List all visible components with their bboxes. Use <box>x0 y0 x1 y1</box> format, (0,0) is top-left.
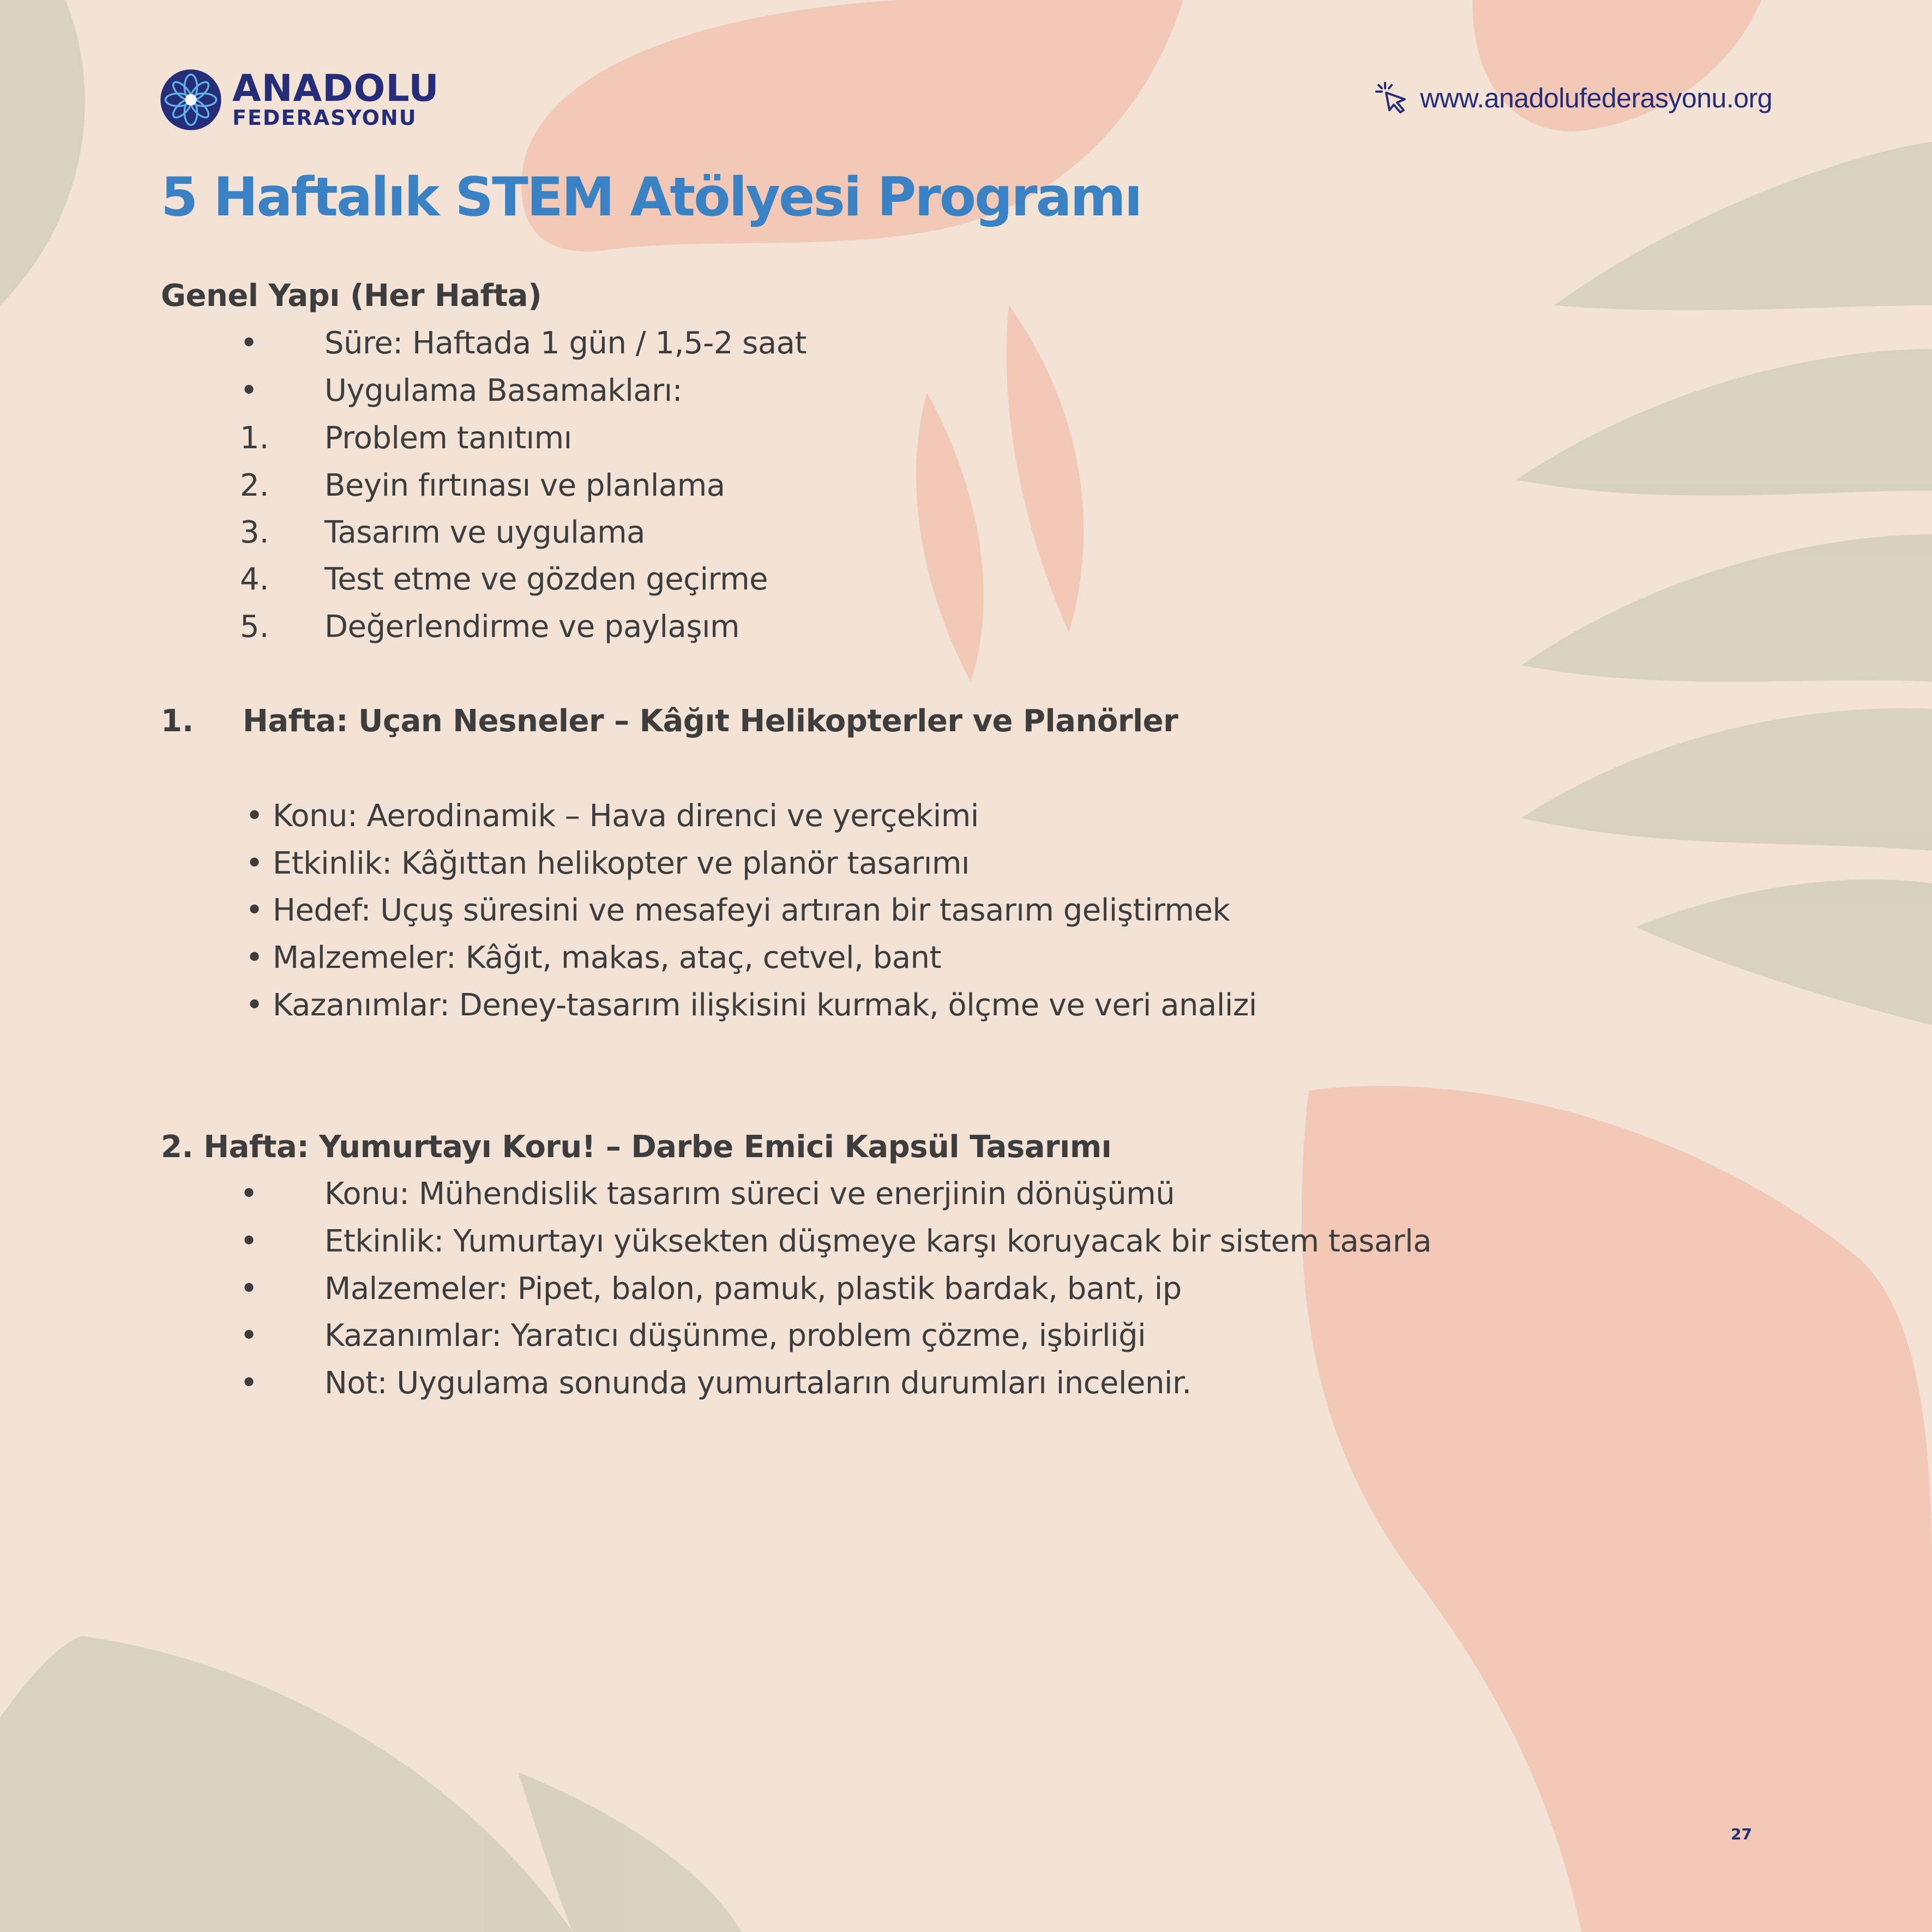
week1-number: 1. <box>161 703 194 739</box>
general-item: Değerlendirme ve paylaşım <box>324 609 740 645</box>
general-item: Uygulama Basamakları: <box>324 373 683 408</box>
general-item-marker: • <box>240 326 258 361</box>
week2-item: Etkinlik: Yumurtayı yüksekten düşmeye karşı koruyacak bir sistem tasarla <box>324 1224 1432 1259</box>
week2-item: Konu: Mühendislik tasarım süreci ve enerjinin dönüşümü <box>324 1176 1175 1212</box>
week1-item: • Konu: Aerodinamik – Hava direnci ve yerçekimi <box>245 798 979 834</box>
general-item: Tasarım ve uygulama <box>324 515 645 550</box>
general-item: Problem tanıtımı <box>324 420 572 456</box>
general-item: Süre: Haftada 1 gün / 1,5-2 saat <box>324 326 806 361</box>
week2-item-marker: • <box>240 1365 258 1401</box>
week2-item-marker: • <box>240 1318 258 1353</box>
general-item-marker: • <box>240 373 258 408</box>
week2-heading: 2. Hafta: Yumurtayı Koru! – Darbe Emici Kapsül Tasarımı <box>161 1129 1112 1165</box>
page-title: 5 Haftalık STEM Atölyesi Programı <box>161 166 1141 228</box>
logo-flower-icon <box>159 68 222 131</box>
week2-item: Malzemeler: Pipet, balon, pamuk, plastik bardak, bant, ip <box>324 1271 1182 1307</box>
general-item: Test etme ve gözden geçirme <box>324 562 768 597</box>
website-url[interactable]: www.anadolufederasyonu.org <box>1420 83 1772 113</box>
general-item-marker: 1. <box>240 420 269 456</box>
week2-item-marker: • <box>240 1271 258 1307</box>
week1-item: • Kazanımlar: Deney-tasarım ilişkisini kurmak, ölçme ve veri analizi <box>245 988 1257 1023</box>
week2-item-marker: • <box>240 1176 258 1212</box>
general-item-marker: 5. <box>240 609 269 645</box>
general-item-marker: 2. <box>240 468 269 503</box>
week2-item: Not: Uygulama sonunda yumurtaların durumları incelenir. <box>324 1365 1191 1401</box>
general-heading: Genel Yapı (Her Hafta) <box>161 278 542 314</box>
week1-heading: Hafta: Uçan Nesneler – Kâğıt Helikopterler ve Planörler <box>243 703 1178 739</box>
general-item-marker: 4. <box>240 562 269 597</box>
general-item-marker: 3. <box>240 515 269 550</box>
week1-item: • Malzemeler: Kâğıt, makas, ataç, cetvel, bant <box>245 940 941 976</box>
week1-item: • Hedef: Uçuş süresini ve mesafeyi artıran bir tasarım geliştirmek <box>245 893 1230 928</box>
logo-subtitle: FEDERASYONU <box>232 106 417 130</box>
general-item: Beyin fırtınası ve planlama <box>324 468 725 503</box>
week1-item: • Etkinlik: Kâğıttan helikopter ve planör tasarımı <box>245 846 970 881</box>
week2-item-marker: • <box>240 1224 258 1259</box>
logo-title: ANADOLU <box>232 67 440 110</box>
brand-logo[interactable] <box>159 68 440 131</box>
cursor-click-icon <box>1374 81 1409 116</box>
week2-item: Kazanımlar: Yaratıcı düşünme, problem çözme, işbirliği <box>324 1318 1146 1353</box>
website-link[interactable] <box>1374 81 1772 116</box>
page-number: 27 <box>1731 1825 1752 1843</box>
